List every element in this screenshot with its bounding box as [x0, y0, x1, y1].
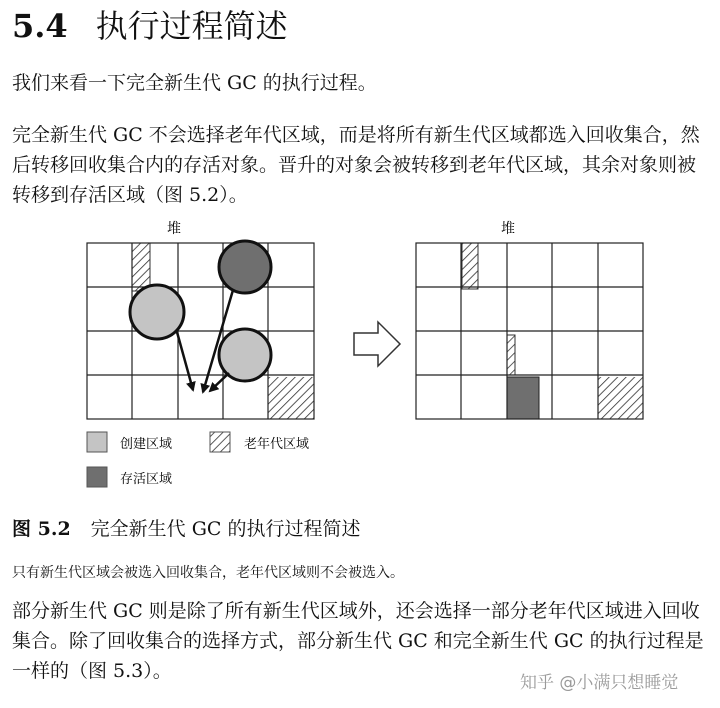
paragraph-3: 部分新生代 GC 则是除了所有新生代区域外，还会选择一部分老年代区域进入回收集合。除了回收集合的选择方式，部分新生代 GC 和完全新生代 GC 的执行过程是一样的（图 5.3）。 [12, 600, 704, 682]
paragraph-1: 我们来看一下完全新生代 GC 的执行过程。 [12, 72, 377, 94]
figure-caption [12, 515, 360, 543]
move-arrow [210, 373, 229, 391]
legend-label-created: 创建区域 [120, 437, 173, 452]
section-heading [12, 6, 288, 46]
legend [87, 432, 309, 487]
heap-grid-right [416, 243, 643, 419]
old-region-hatch [598, 377, 643, 419]
legend-label-survivor: 存活区域 [120, 472, 173, 487]
watermark: 知乎 @小满只想睡觉 [520, 673, 679, 693]
figure-note: 只有新生代区域会被选入回收集合，老年代区域则不会被选入。 [12, 565, 404, 581]
move-arrow [177, 332, 193, 390]
survivor-region-fill [507, 377, 539, 419]
legend-swatch-survivor [87, 467, 107, 487]
old-region-hatch [462, 243, 478, 289]
figure-caption-text: 完全新生代 GC 的执行过程简述 [90, 518, 361, 540]
heap-label-right: 堆 [501, 221, 515, 237]
old-region-hatch [132, 243, 150, 291]
heap-label-left: 堆 [167, 221, 181, 237]
figure-diagram [0, 205, 720, 505]
survivor-region-circle [219, 241, 271, 293]
paragraph-2: 完全新生代 GC 不会选择老年代区域，而是将所有新生代区域都选入回收集合，然后转移回收集合内的存活对象。晋升的对象会被转移到老年代区域，其余对象则被转移到存活区域（图 5.2）。 [12, 124, 700, 206]
created-region-circle [219, 329, 271, 381]
legend-label-old: 老年代区域 [244, 437, 310, 452]
legend-swatch-created [87, 432, 107, 452]
figure-5-2 [0, 205, 720, 505]
created-region-circle [130, 285, 184, 339]
figure-number: 图 5.2 [12, 518, 71, 540]
heap-grid-left [87, 241, 314, 419]
section-title: 执行过程简述 [95, 7, 288, 45]
transition-arrow-icon [354, 322, 400, 366]
section-number: 5.4 [12, 7, 68, 45]
old-region-hatch [268, 377, 314, 419]
old-region-hatch [507, 335, 515, 375]
legend-swatch-old [210, 432, 230, 452]
